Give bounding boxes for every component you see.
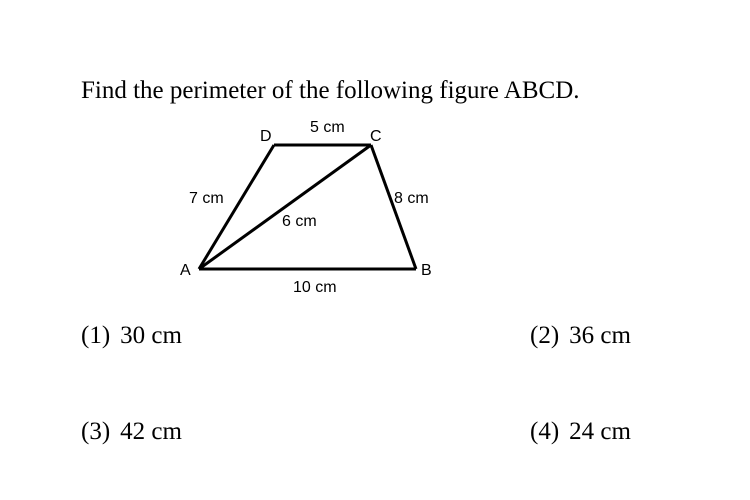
edge-label-ab: 10 cm bbox=[293, 279, 337, 296]
edge-label-dc: 5 cm bbox=[310, 119, 345, 136]
edge-bc bbox=[371, 145, 416, 269]
option-2[interactable] bbox=[530, 321, 631, 351]
option-4[interactable] bbox=[530, 417, 631, 447]
option-text: 24 cm bbox=[569, 418, 631, 445]
edge-label-ad: 7 cm bbox=[189, 190, 224, 207]
edge-da bbox=[199, 145, 274, 269]
option-number: (1) bbox=[81, 322, 111, 349]
vertex-label-d: D bbox=[260, 128, 272, 145]
question-text: Find the perimeter of the following figure ABCD. bbox=[81, 77, 580, 104]
diagonal-ac bbox=[199, 145, 371, 269]
option-text: 30 cm bbox=[120, 322, 182, 349]
option-3[interactable] bbox=[81, 417, 182, 447]
option-text: 36 cm bbox=[569, 322, 631, 349]
edge-label-ac: 6 cm bbox=[282, 213, 317, 230]
option-text: 42 cm bbox=[120, 418, 182, 445]
option-number: (2) bbox=[530, 322, 560, 349]
option-number: (3) bbox=[81, 418, 111, 445]
vertex-label-c: C bbox=[370, 128, 382, 145]
edge-label-cb: 8 cm bbox=[394, 190, 429, 207]
vertex-label-b: B bbox=[421, 262, 432, 279]
option-number: (4) bbox=[530, 418, 560, 445]
option-1[interactable] bbox=[81, 321, 182, 351]
vertex-label-a: A bbox=[180, 262, 191, 279]
